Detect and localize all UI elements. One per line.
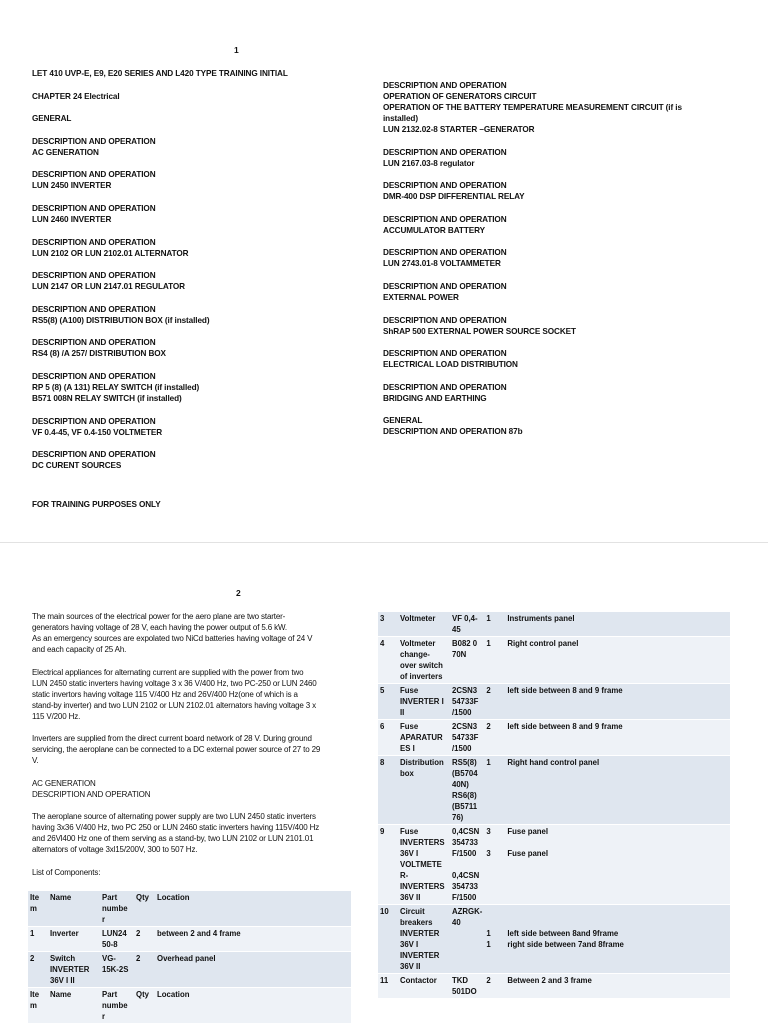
cell-item: 6: [378, 720, 398, 756]
cell-name: Voltmeter change- over switch of inverters: [398, 637, 450, 684]
cell-item: 10: [378, 905, 398, 974]
toc-entry-line: LUN 2132.02-8 STARTER –GENERATOR: [383, 125, 535, 134]
toc-entry: [383, 247, 683, 269]
toc-entry-line: DESCRIPTION AND OPERATION: [383, 248, 507, 258]
toc-entry: [32, 270, 362, 292]
toc-entry: [32, 91, 362, 102]
toc-entry-line: DESCRIPTION AND OPERATION: [383, 382, 507, 392]
cell-loc: Location: [155, 988, 351, 1024]
table-row: [378, 756, 730, 825]
toc-entry: [32, 136, 362, 158]
toc-entry-line: DESCRIPTION AND OPERATION: [32, 136, 156, 146]
toc-entry-line: GENERAL: [32, 114, 72, 124]
cell-name: Fuse INVERTERS 36V I VOLTMETE R- INVERTERS 36V II: [398, 825, 450, 905]
toc-entry: [32, 337, 362, 359]
cell-item: 5: [378, 684, 398, 720]
cell-item: 4: [378, 637, 398, 684]
toc-entry-line: DESCRIPTION AND OPERATION 87b: [383, 427, 523, 437]
cell-part: LUN24 50-8: [100, 927, 134, 952]
paragraph: [32, 811, 372, 855]
toc-entry-line: DMR-400 DSP DIFFERENTIAL RELAY: [383, 192, 525, 202]
table-row: [28, 927, 351, 952]
toc-entry-line: LUN 2167.03-8 regulator: [383, 158, 475, 168]
cell-part: TKD 501DO: [450, 974, 484, 999]
cell-part: Part numbe r: [100, 891, 134, 927]
toc-entry-line: ACCUMULATOR BATTERY: [383, 225, 485, 235]
toc-entry: [32, 68, 362, 79]
cell-item: 1: [28, 927, 48, 952]
cell-item: 2: [28, 952, 48, 988]
paragraph-line: servicing, the aeroplane can be connected to a DC external power source of 27 to 29: [32, 745, 321, 755]
cell-part: VF 0,4- 45: [450, 612, 484, 637]
toc-left-column: [32, 68, 362, 483]
paragraph-line: and 26Vl400 Hz one of them serving as a stand-by, two LUN 2102 or LUN 2101.01: [32, 834, 314, 844]
table-row: [378, 612, 730, 637]
cell-loc: Overhead panel: [155, 952, 351, 988]
toc-entry-line: BRIDGING AND EARTHING: [383, 393, 487, 403]
paragraph-line: As an emergency sources are expolated two NiCd batteries having voltage of 24 V: [32, 634, 313, 643]
toc-entry-line: EXTERNAL POWER: [383, 292, 459, 302]
toc-entry-line: AC GENERATION: [32, 147, 99, 157]
paragraph-line: DESCRIPTION AND OPERATION: [32, 789, 151, 799]
cell-loc: Right control panel: [505, 637, 730, 684]
paragraph: [32, 667, 372, 722]
table-row: [28, 891, 351, 927]
toc-entry-line: LUN 2450 INVERTER: [32, 181, 112, 191]
toc-entry: [32, 169, 362, 191]
toc-entry-line: RS5(8) (A100) DISTRIBUTION BOX (if installed): [32, 315, 210, 325]
cell-name: Inverter: [48, 927, 100, 952]
cell-item: 11: [378, 974, 398, 999]
toc-entry-line: DESCRIPTION AND OPERATION: [32, 170, 156, 180]
paragraph-line: LUN 2450 static inverters having voltage 3 x 36 V/400 Hz, two PC-250 or LUN 2460: [32, 678, 317, 688]
cell-name: Circuit breakers INVERTER 36V I INVERTER 36V II: [398, 905, 450, 974]
paragraph-line: Electrical appliances for alternating current are supplied with the power from two: [32, 667, 304, 677]
cell-qty: 2: [484, 684, 505, 720]
cell-name: Contactor: [398, 974, 450, 999]
cell-loc: Right hand control panel: [505, 756, 730, 825]
cell-name: Name: [48, 988, 100, 1024]
cell-item: 3: [378, 612, 398, 637]
toc-entry: [383, 348, 683, 370]
cell-part: 0,4CSN 354733 F/1500 0,4CSN 354733 F/1500: [450, 825, 484, 905]
training-footer: FOR TRAINING PURPOSES ONLY: [32, 500, 161, 509]
table-row: [28, 988, 351, 1024]
toc-entry-line: ShRAP 500 EXTERNAL POWER SOURCE SOCKET: [383, 326, 576, 336]
toc-entry-line: DESCRIPTION AND OPERATION: [383, 315, 507, 325]
page2-body-text: [32, 611, 372, 890]
cell-loc: Instruments panel: [505, 612, 730, 637]
table-row: [378, 637, 730, 684]
cell-part: 2CSN3 54733F /1500: [450, 684, 484, 720]
cell-part: RS5(8) (B5704 40N) RS6(8) (B5711 76): [450, 756, 484, 825]
toc-entry-line: DESCRIPTION AND OPERATION: [32, 450, 156, 460]
cell-loc: left side between 8and 9frame right side between 7and 8frame: [505, 905, 730, 974]
cell-item: Ite m: [28, 988, 48, 1024]
cell-name: Name: [48, 891, 100, 927]
cell-qty: Qty: [134, 891, 155, 927]
cell-qty: 1: [484, 756, 505, 825]
toc-entry-line: DESCRIPTION AND OPERATION: [383, 281, 507, 291]
toc-entry-line: LUN 2743.01-8 VOLTAMMETER: [383, 259, 501, 269]
cell-part: B082 0 70N: [450, 637, 484, 684]
toc-entry: [32, 371, 362, 404]
cell-qty: 1: [484, 637, 505, 684]
toc-entry: [32, 416, 362, 438]
paragraph-line: and each capacity of 25 Ah.: [32, 645, 127, 654]
toc-entry-line: LUN 2147 OR LUN 2147.01 REGULATOR: [32, 282, 185, 292]
page-number-1: 1: [234, 45, 239, 55]
paragraph: [32, 778, 372, 800]
paragraph-line: having 3x36 V/400 Hz, two PC 250 or LUN 2460 static inverters having 115V/400 Hz: [32, 823, 320, 833]
cell-loc: left side between 8 and 9 frame: [505, 720, 730, 756]
cell-name: Distribution box: [398, 756, 450, 825]
toc-entry: [32, 304, 362, 326]
cell-qty: 2: [134, 952, 155, 988]
paragraph-line: The main sources of the electrical power for the aero plane are two starter-: [32, 612, 286, 621]
toc-entry-line: GENERAL: [383, 416, 423, 426]
paragraph-line: static invertors having voltage 115 V/400 Hz and 26V/400 Hz(one of which is a: [32, 689, 298, 699]
paragraph-line: V.: [32, 756, 39, 766]
paragraph: [32, 611, 372, 655]
toc-entry: [383, 80, 683, 135]
cell-part: 2CSN3 54733F /1500: [450, 720, 484, 756]
page-divider: [0, 542, 768, 543]
cell-part: AZRGK- 40: [450, 905, 484, 974]
cell-item: 8: [378, 756, 398, 825]
toc-entry-line: DESCRIPTION AND OPERATION: [32, 338, 156, 348]
toc-entry-line: DC CURENT SOURCES: [32, 461, 122, 471]
cell-qty: 2: [484, 974, 505, 999]
table-row: [378, 974, 730, 999]
toc-entry-line: RS4 (8) /A 257/ DISTRIBUTION BOX: [32, 349, 166, 359]
toc-entry: [383, 214, 683, 236]
paragraph: [32, 867, 372, 878]
paragraph-line: generators having voltage of 28 V, each having the power output of 5.6 kW.: [32, 623, 288, 632]
cell-qty: Qty: [134, 988, 155, 1024]
toc-entry-line: DESCRIPTION AND OPERATION: [383, 214, 507, 224]
toc-entry-line: DESCRIPTION AND OPERATION: [383, 181, 507, 191]
cell-name: Fuse APARATUR ES I: [398, 720, 450, 756]
cell-qty: 3 3: [484, 825, 505, 905]
paragraph-line: Inverters are supplied from the direct current board network of 28 V. During ground: [32, 734, 312, 744]
cell-qty: 2: [484, 720, 505, 756]
paragraph-line: The aeroplane source of alternating power supply are two LUN 2450 static inverters: [32, 812, 316, 822]
toc-entry-line: LUN 2460 INVERTER: [32, 214, 112, 224]
page-number-2: 2: [236, 588, 241, 598]
cell-qty: 1: [484, 612, 505, 637]
toc-entry-line: VF 0.4-45, VF 0.4-150 VOLTMETER: [32, 427, 163, 437]
paragraph-line: 115 V/200 Hz.: [32, 711, 81, 721]
toc-entry: [383, 147, 683, 169]
table-row: [378, 684, 730, 720]
toc-entry: [383, 415, 683, 437]
toc-entry-line: DESCRIPTION AND OPERATION: [383, 81, 507, 90]
paragraph: [32, 733, 372, 766]
toc-entry: [32, 449, 362, 471]
toc-entry-line: LET 410 UVP-E, E9, E20 SERIES AND L420 TYPE TRAINING INITIAL: [32, 69, 288, 78]
toc-entry: [32, 203, 362, 225]
toc-entry-line: DESCRIPTION AND OPERATION: [32, 271, 156, 281]
cell-loc: Location: [155, 891, 351, 927]
cell-name: Switch INVERTER 36V I II: [48, 952, 100, 988]
paragraph-line: AC GENERATION: [32, 778, 96, 788]
table-row: [378, 905, 730, 974]
toc-entry: [383, 382, 683, 404]
cell-loc: Fuse panel Fuse panel: [505, 825, 730, 905]
cell-qty: 1 1: [484, 905, 505, 974]
table-row: [28, 952, 351, 988]
toc-entry-line: DESCRIPTION AND OPERATION: [32, 203, 156, 213]
toc-entry-line: OPERATION OF GENERATORS CIRCUIT: [383, 92, 537, 101]
cell-item: Ite m: [28, 891, 48, 927]
toc-entry: [32, 113, 362, 124]
cell-part: VG- 15K-2S: [100, 952, 134, 988]
paragraph-line: alternators of voltage 3xl15/200V, 300 to 507 Hz.: [32, 845, 198, 855]
toc-entry-line: OPERATION OF THE BATTERY TEMPERATURE MEASUREMENT CIRCUIT (if is: [383, 103, 682, 112]
toc-entry-line: RP 5 (8) (A 131) RELAY SWITCH (if installed): [32, 382, 200, 392]
components-table-left: [28, 890, 351, 1023]
components-table-right: [378, 611, 730, 998]
toc-entry: [383, 315, 683, 337]
cell-qty: 2: [134, 927, 155, 952]
toc-entry-line: CHAPTER 24 Electrical: [32, 91, 120, 101]
toc-entry-line: DESCRIPTION AND OPERATION: [32, 416, 156, 426]
paragraph-line: stand-by inverter) and two LUN 2102 or LUN 2102.01 alternators having voltage 3 x: [32, 700, 317, 710]
toc-entry-line: installed): [383, 114, 418, 123]
cell-part: Part numbe r: [100, 988, 134, 1024]
toc-entry-line: ELECTRICAL LOAD DISTRIBUTION: [383, 360, 518, 370]
toc-entry-line: DESCRIPTION AND OPERATION: [32, 371, 156, 381]
toc-entry-line: B571 008N RELAY SWITCH (if installed): [32, 393, 182, 403]
cell-loc: left side between 8 and 9 frame: [505, 684, 730, 720]
table-row: [378, 720, 730, 756]
table-row: [378, 825, 730, 905]
cell-name: Fuse INVERTER I II: [398, 684, 450, 720]
cell-loc: between 2 and 4 frame: [155, 927, 351, 952]
toc-entry: [383, 180, 683, 202]
paragraph-line: List of Components:: [32, 867, 101, 877]
toc-entry-line: LUN 2102 OR LUN 2102.01 ALTERNATOR: [32, 248, 189, 258]
cell-name: Voltmeter: [398, 612, 450, 637]
cell-loc: Between 2 and 3 frame: [505, 974, 730, 999]
toc-entry-line: DESCRIPTION AND OPERATION: [32, 237, 156, 247]
toc-right-column: [383, 80, 683, 449]
toc-entry: [383, 281, 683, 303]
toc-entry-line: DESCRIPTION AND OPERATION: [383, 147, 507, 157]
toc-entry-line: DESCRIPTION AND OPERATION: [32, 304, 156, 314]
toc-entry-line: DESCRIPTION AND OPERATION: [383, 349, 507, 359]
cell-item: 9: [378, 825, 398, 905]
toc-entry: [32, 237, 362, 259]
